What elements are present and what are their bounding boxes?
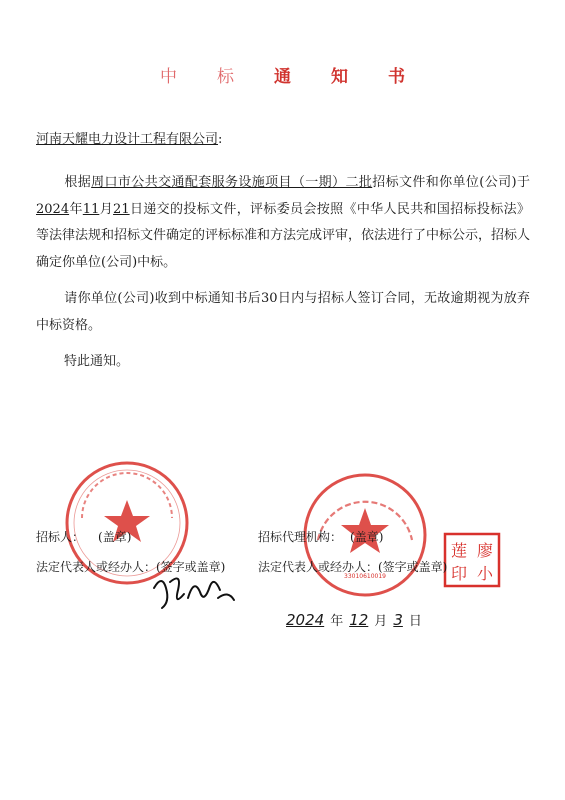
project-name: 周口市公共交通配套服务设施项目（一期）二批 [91, 175, 373, 190]
agency-line [258, 528, 383, 545]
agency-seal-code: 33010610019 [344, 573, 386, 580]
p2-text: 请你单位(公司)收到中标通知书后30日内与招标人签订合同，无故逾期视为放弃中标资格。 [36, 291, 530, 333]
paragraph-contract [36, 286, 530, 339]
title-char: 通 [274, 67, 291, 87]
paragraph-award [36, 170, 530, 276]
p1-text-e: 日递交的投标文件，评标委员会按照《中华人民共和国招标投标法》等法律法规和招标文件确定的评标标准和方法完成评审，依法进行了中标公示，招标人确定你单位(公司)中标。 [36, 201, 531, 270]
p1-text-d: 月 [99, 201, 114, 217]
recipient-line [36, 128, 222, 147]
title-char: 中 [160, 67, 177, 87]
issue-date [280, 610, 422, 629]
document-title [0, 62, 565, 87]
submit-month: 11 [82, 201, 100, 217]
personal-seal-stamp [443, 532, 501, 588]
date-month-unit: 月 [374, 614, 388, 629]
handwritten-signature [148, 568, 238, 616]
date-day-unit: 日 [408, 614, 422, 629]
tenderer-line [36, 528, 131, 545]
left-legal-rep-label: 法定代表人或经办人：(签字或盖章) [36, 560, 226, 574]
p1-text-a: 根据 [64, 175, 92, 190]
title-char: 书 [388, 67, 405, 87]
tenderer-label: 招标人： [36, 530, 85, 544]
right-legal-rep-label: 法定代表人或经办人：(签字或盖章) [258, 560, 448, 574]
seal-char: 莲 [450, 541, 468, 560]
agency-label: 招标代理机构： [258, 530, 343, 544]
recipient-name: 河南天耀电力设计工程有限公司 [36, 132, 219, 147]
date-year-unit: 年 [330, 614, 344, 629]
p3-text: 特此通知。 [64, 354, 130, 369]
submit-day: 21 [113, 201, 130, 217]
paragraph-closing [36, 349, 530, 376]
p1-text-c: 年 [69, 201, 83, 217]
p1-text-b: 招标文件和你单位(公司)于 [372, 175, 530, 190]
submit-year: 2024 [36, 201, 70, 217]
recipient-colon: : [218, 132, 223, 147]
title-char: 知 [331, 67, 348, 87]
date-month: 12 [349, 611, 369, 629]
agency-seal-note: (盖章) [350, 530, 384, 544]
date-year: 2024 [286, 611, 325, 629]
date-day: 3 [393, 611, 403, 629]
tenderer-seal-note: (盖章) [98, 530, 132, 544]
seal-char: 印 [450, 564, 468, 583]
title-char: 标 [217, 67, 234, 87]
seal-char: 廖 [476, 541, 494, 560]
seal-char: 小 [476, 564, 494, 583]
right-legal-rep-line [258, 558, 447, 575]
